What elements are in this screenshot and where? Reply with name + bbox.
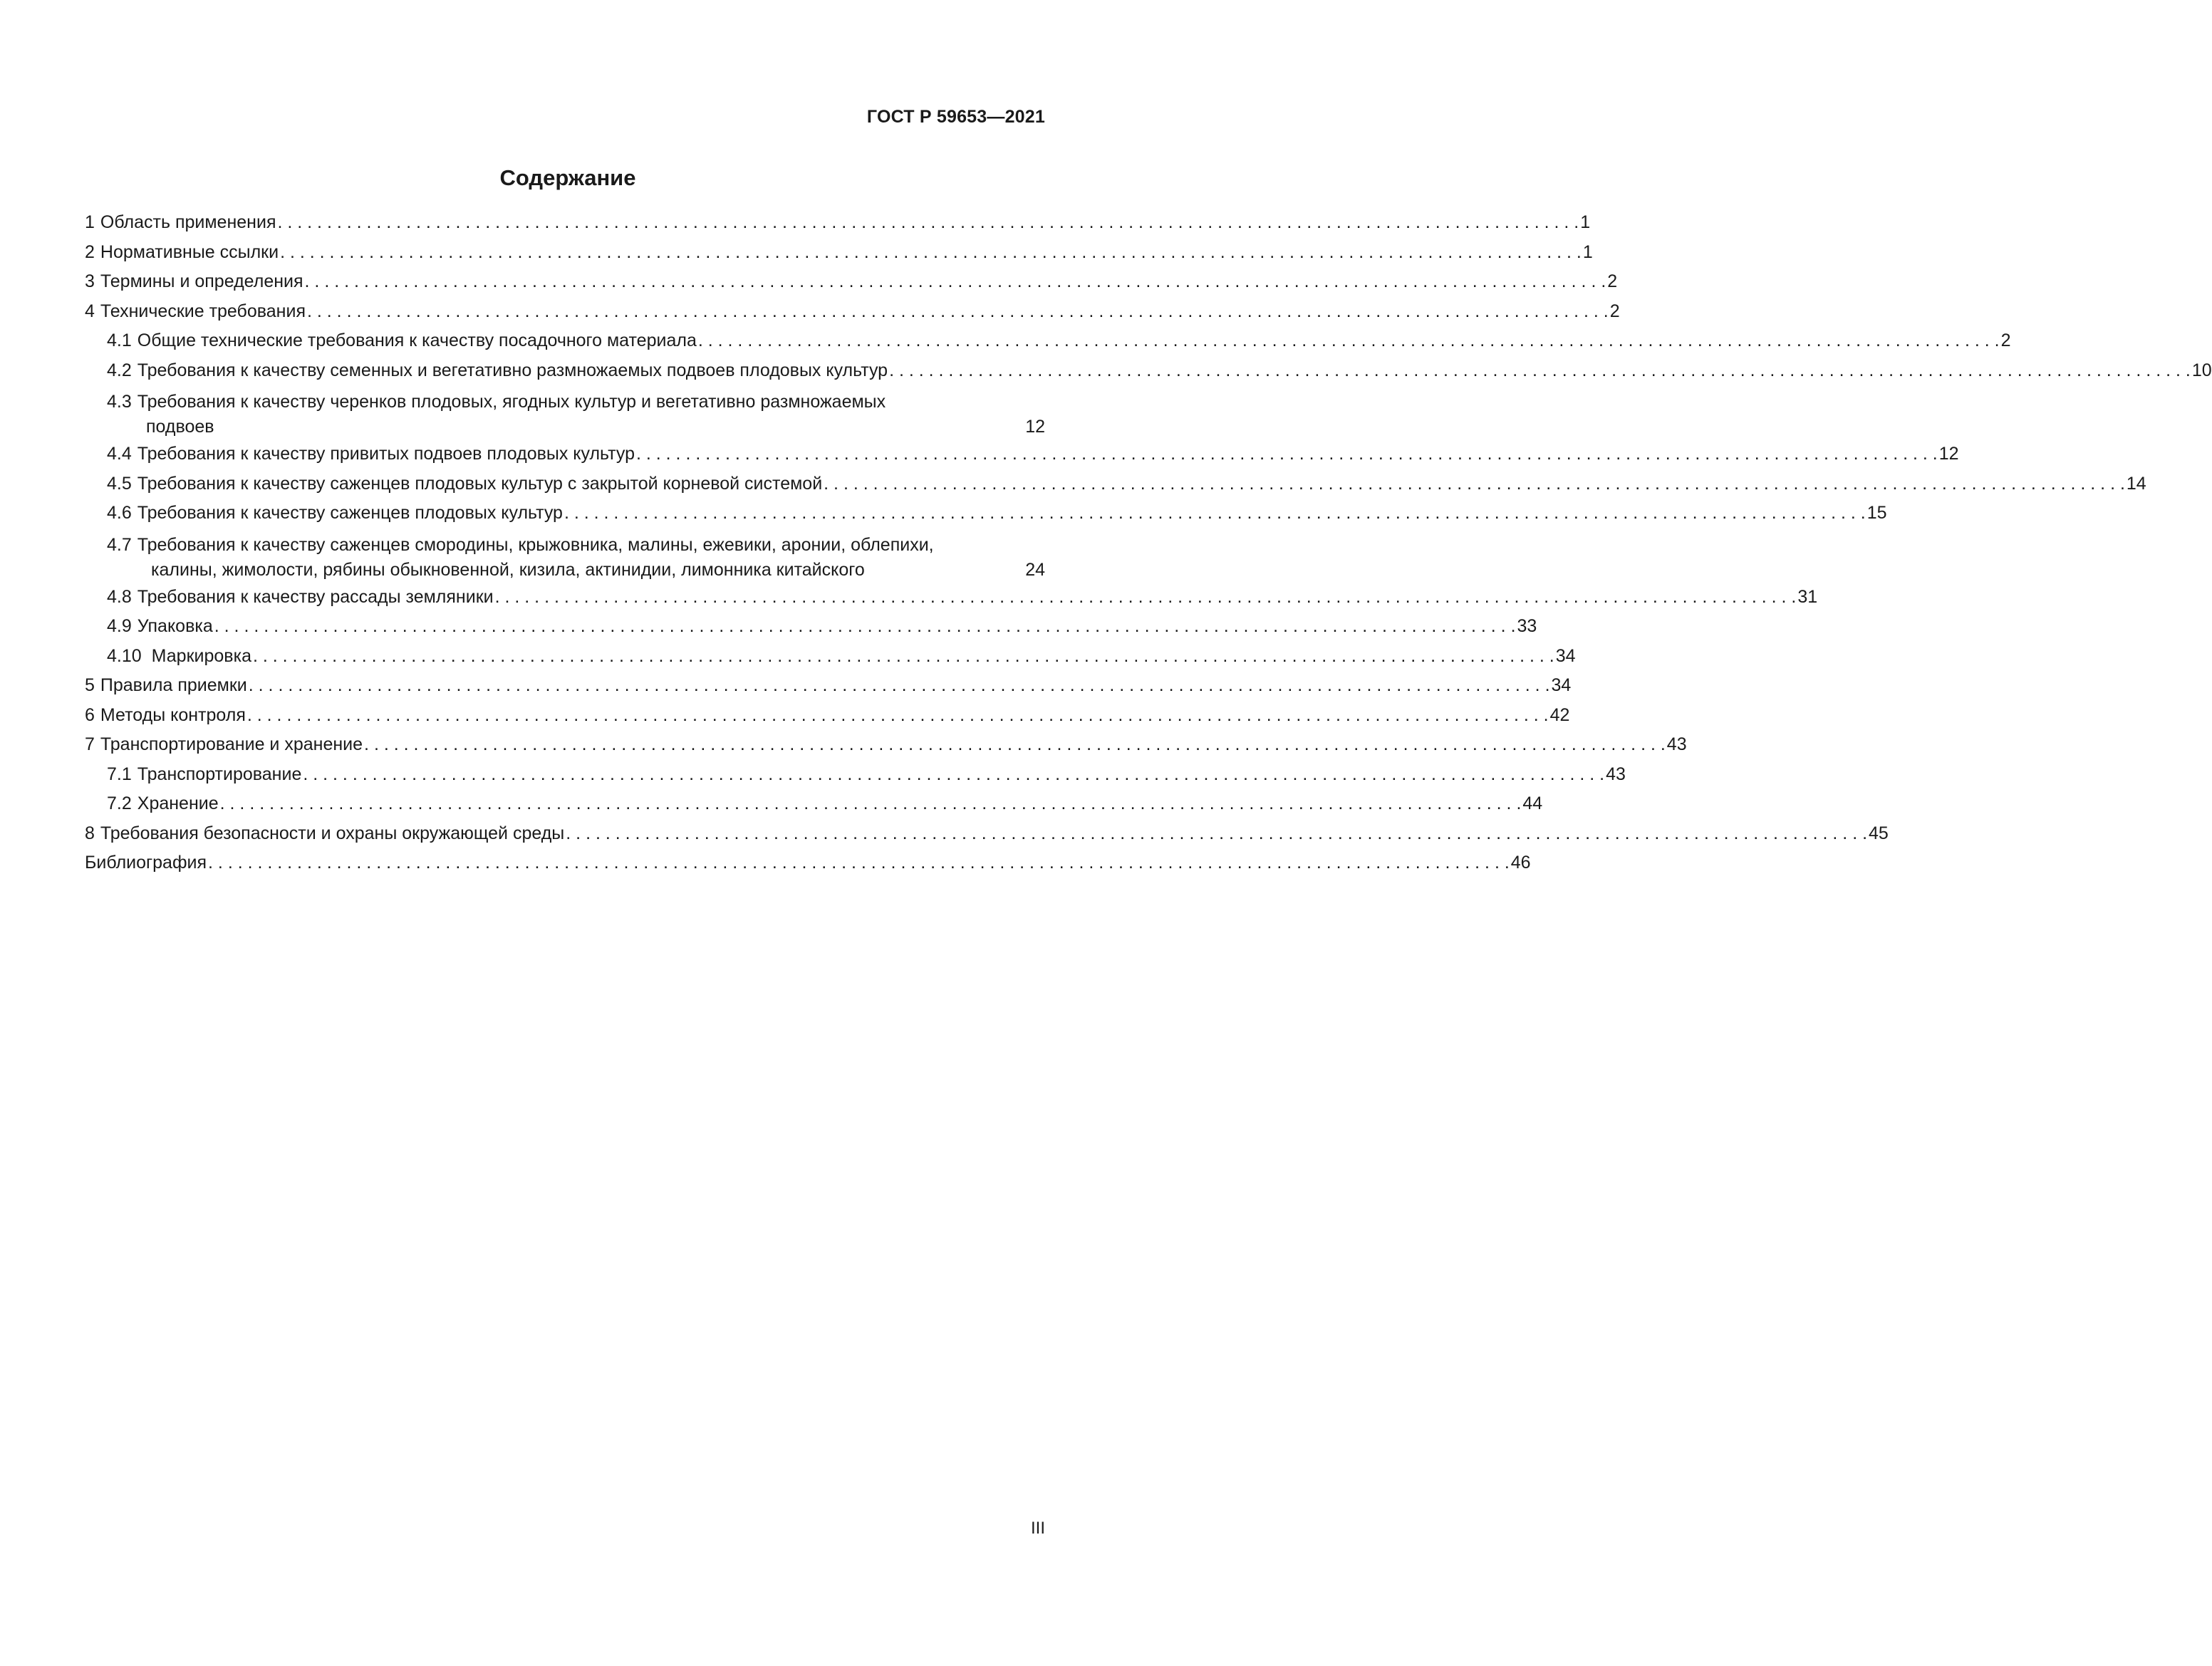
toc-entry-title: Транспортирование и хранение (100, 734, 363, 754)
toc-entry-title: Требования к качеству черенков плодовых, ягодных культур и вегетативно размножаемых (137, 392, 886, 412)
dot-leader (279, 238, 1583, 268)
toc-entry-title: Требования к качеству рассады земляники (137, 586, 494, 607)
toc-entry[interactable] (85, 469, 2146, 499)
toc-entry-title: Термины и определения (100, 271, 303, 291)
toc-entry-page: 45 (1869, 823, 1889, 843)
toc-entry-page: 24 (1025, 559, 1045, 580)
toc-entry-page: 2 (1609, 301, 1620, 321)
toc-entry-number: 6 (85, 704, 95, 725)
toc-entry[interactable] (85, 701, 1570, 731)
dot-leader (219, 789, 1523, 819)
toc-entry-number: 4.7 (107, 534, 132, 555)
toc-entry-number: 4.4 (107, 444, 132, 464)
toc-entry[interactable] (85, 439, 1959, 469)
toc-entry-title-continued: калины, жимолости, рябины обыкновенной, кизила, актинидии, лимонника китайского (151, 559, 865, 580)
toc-entry[interactable] (85, 760, 1626, 790)
toc-entry-title: Упаковка (137, 616, 213, 636)
toc-entry[interactable] (85, 642, 1576, 672)
toc-entry-number: 7.2 (107, 793, 132, 813)
toc-entry-title: Общие технические требования к качеству посадочного материала (137, 330, 697, 350)
toc-entry-number: 2 (85, 241, 95, 262)
dot-leader (276, 208, 1580, 238)
toc-entry-page: 34 (1555, 645, 1576, 666)
toc-entry-bibliography[interactable] (85, 848, 1531, 878)
toc-entry[interactable] (85, 819, 1889, 849)
toc-entry-page: 33 (1517, 616, 1537, 636)
toc-entry-page: 43 (1606, 764, 1626, 784)
toc-entry-page: 2 (1607, 271, 1618, 291)
toc-entry-title: Хранение (137, 793, 219, 813)
toc-entry-page: 34 (1551, 675, 1572, 695)
toc-entry-page: 2 (2000, 330, 2011, 350)
dot-leader (563, 499, 1867, 529)
toc-entry-page: 10 (2191, 360, 2212, 380)
toc-entry-title-continued: подвоев (146, 417, 214, 437)
dot-leader (246, 701, 1550, 731)
toc-entry[interactable] (85, 529, 1045, 583)
toc-entry-number: 7 (85, 734, 95, 754)
toc-entry-number: 4.10 (107, 645, 142, 666)
dot-leader (251, 642, 1556, 672)
toc-entry[interactable] (85, 238, 1593, 268)
toc-entry-page: 42 (1549, 704, 1570, 725)
toc-entry-title: Требования к качеству привитых подвоев плодовых культур (137, 444, 635, 464)
toc-entry[interactable] (85, 671, 1572, 701)
toc-entry-number: 4.9 (107, 616, 132, 636)
toc-entry-title: Нормативные ссылки (100, 241, 279, 262)
toc-entry-number: 5 (85, 675, 95, 695)
toc-entry-page: 1 (1580, 212, 1591, 232)
toc-entry[interactable] (85, 789, 1543, 819)
toc-entry-number: 7.1 (107, 764, 132, 784)
toc-entry-number: 4.3 (107, 392, 132, 412)
dot-leader (635, 439, 1939, 469)
toc-entry[interactable] (85, 326, 2011, 356)
toc-entry-title: Область применения (100, 212, 276, 232)
toc-entry-page: 43 (1666, 734, 1687, 754)
page-number: III (1030, 1519, 1045, 1538)
dot-leader (363, 730, 1667, 760)
toc-entry-page: 44 (1522, 793, 1543, 813)
toc-entry-page: 15 (1866, 503, 1887, 523)
toc-entry-title: Маркировка (151, 645, 251, 666)
dot-leader (247, 671, 1552, 701)
toc-entry-title: Технические требования (100, 301, 306, 321)
toc-entry-title: Методы контроля (100, 704, 246, 725)
dot-leader (697, 326, 2001, 356)
toc-entry[interactable] (85, 297, 1620, 327)
dot-leader (306, 297, 1610, 327)
toc-entry-title: Требования к качеству саженцев смородины, крыжовника, малины, ежевики, аронии, облепихи, (137, 534, 934, 555)
toc-entry-page: 12 (1938, 444, 1959, 464)
toc-entry[interactable] (85, 356, 2212, 386)
dot-leader (564, 819, 1869, 849)
dot-leader (822, 469, 2127, 499)
dot-leader (888, 356, 2192, 386)
toc-entry-page: 1 (1582, 241, 1593, 262)
toc-entry-title: Транспортирование (137, 764, 302, 784)
toc-entry[interactable] (85, 499, 1887, 529)
toc-entry-number: 4.1 (107, 330, 132, 350)
dot-leader (494, 583, 1798, 613)
toc-entry[interactable] (85, 267, 1618, 297)
toc-entry-page: 14 (2126, 473, 2146, 494)
toc-entry-page: 12 (1025, 417, 1045, 437)
toc-entry-page: 31 (1797, 586, 1818, 607)
toc-entry-title: Правила приемки (100, 675, 247, 695)
toc-entry-number: 3 (85, 271, 95, 291)
dot-leader (207, 848, 1511, 878)
toc-entry-number: 4 (85, 301, 95, 321)
toc-entry-title: Требования к качеству саженцев плодовых культур (137, 503, 563, 523)
toc-entry-number: 8 (85, 823, 95, 843)
dot-leader (301, 760, 1606, 790)
table-of-contents (85, 208, 2212, 878)
toc-entry-number: 4.6 (107, 503, 132, 523)
toc-entry-number: 4.8 (107, 586, 132, 607)
toc-entry[interactable] (85, 612, 1537, 642)
toc-entry[interactable] (85, 730, 1687, 760)
toc-title: Содержание (499, 165, 636, 190)
toc-entry[interactable] (85, 385, 1045, 439)
toc-entry-title: Требования к качеству саженцев плодовых культур с закрытой корневой системой (137, 473, 823, 494)
toc-entry-number: 1 (85, 212, 95, 232)
toc-entry-number: 4.2 (107, 360, 132, 380)
toc-entry-title: Требования безопасности и охраны окружающей среды (100, 823, 565, 843)
toc-entry-title: Библиография (85, 853, 207, 873)
toc-entry[interactable] (85, 583, 1818, 613)
toc-entry-page: 46 (1510, 853, 1531, 873)
toc-entry[interactable] (85, 208, 1591, 238)
dot-leader (303, 267, 1608, 297)
document-code: ГОСТ Р 59653—2021 (866, 107, 1045, 127)
dot-leader (213, 612, 1517, 642)
toc-entry-title: Требования к качеству семенных и вегетативно размножаемых подвоев плодовых культур (137, 360, 888, 380)
toc-entry-number: 4.5 (107, 473, 132, 494)
